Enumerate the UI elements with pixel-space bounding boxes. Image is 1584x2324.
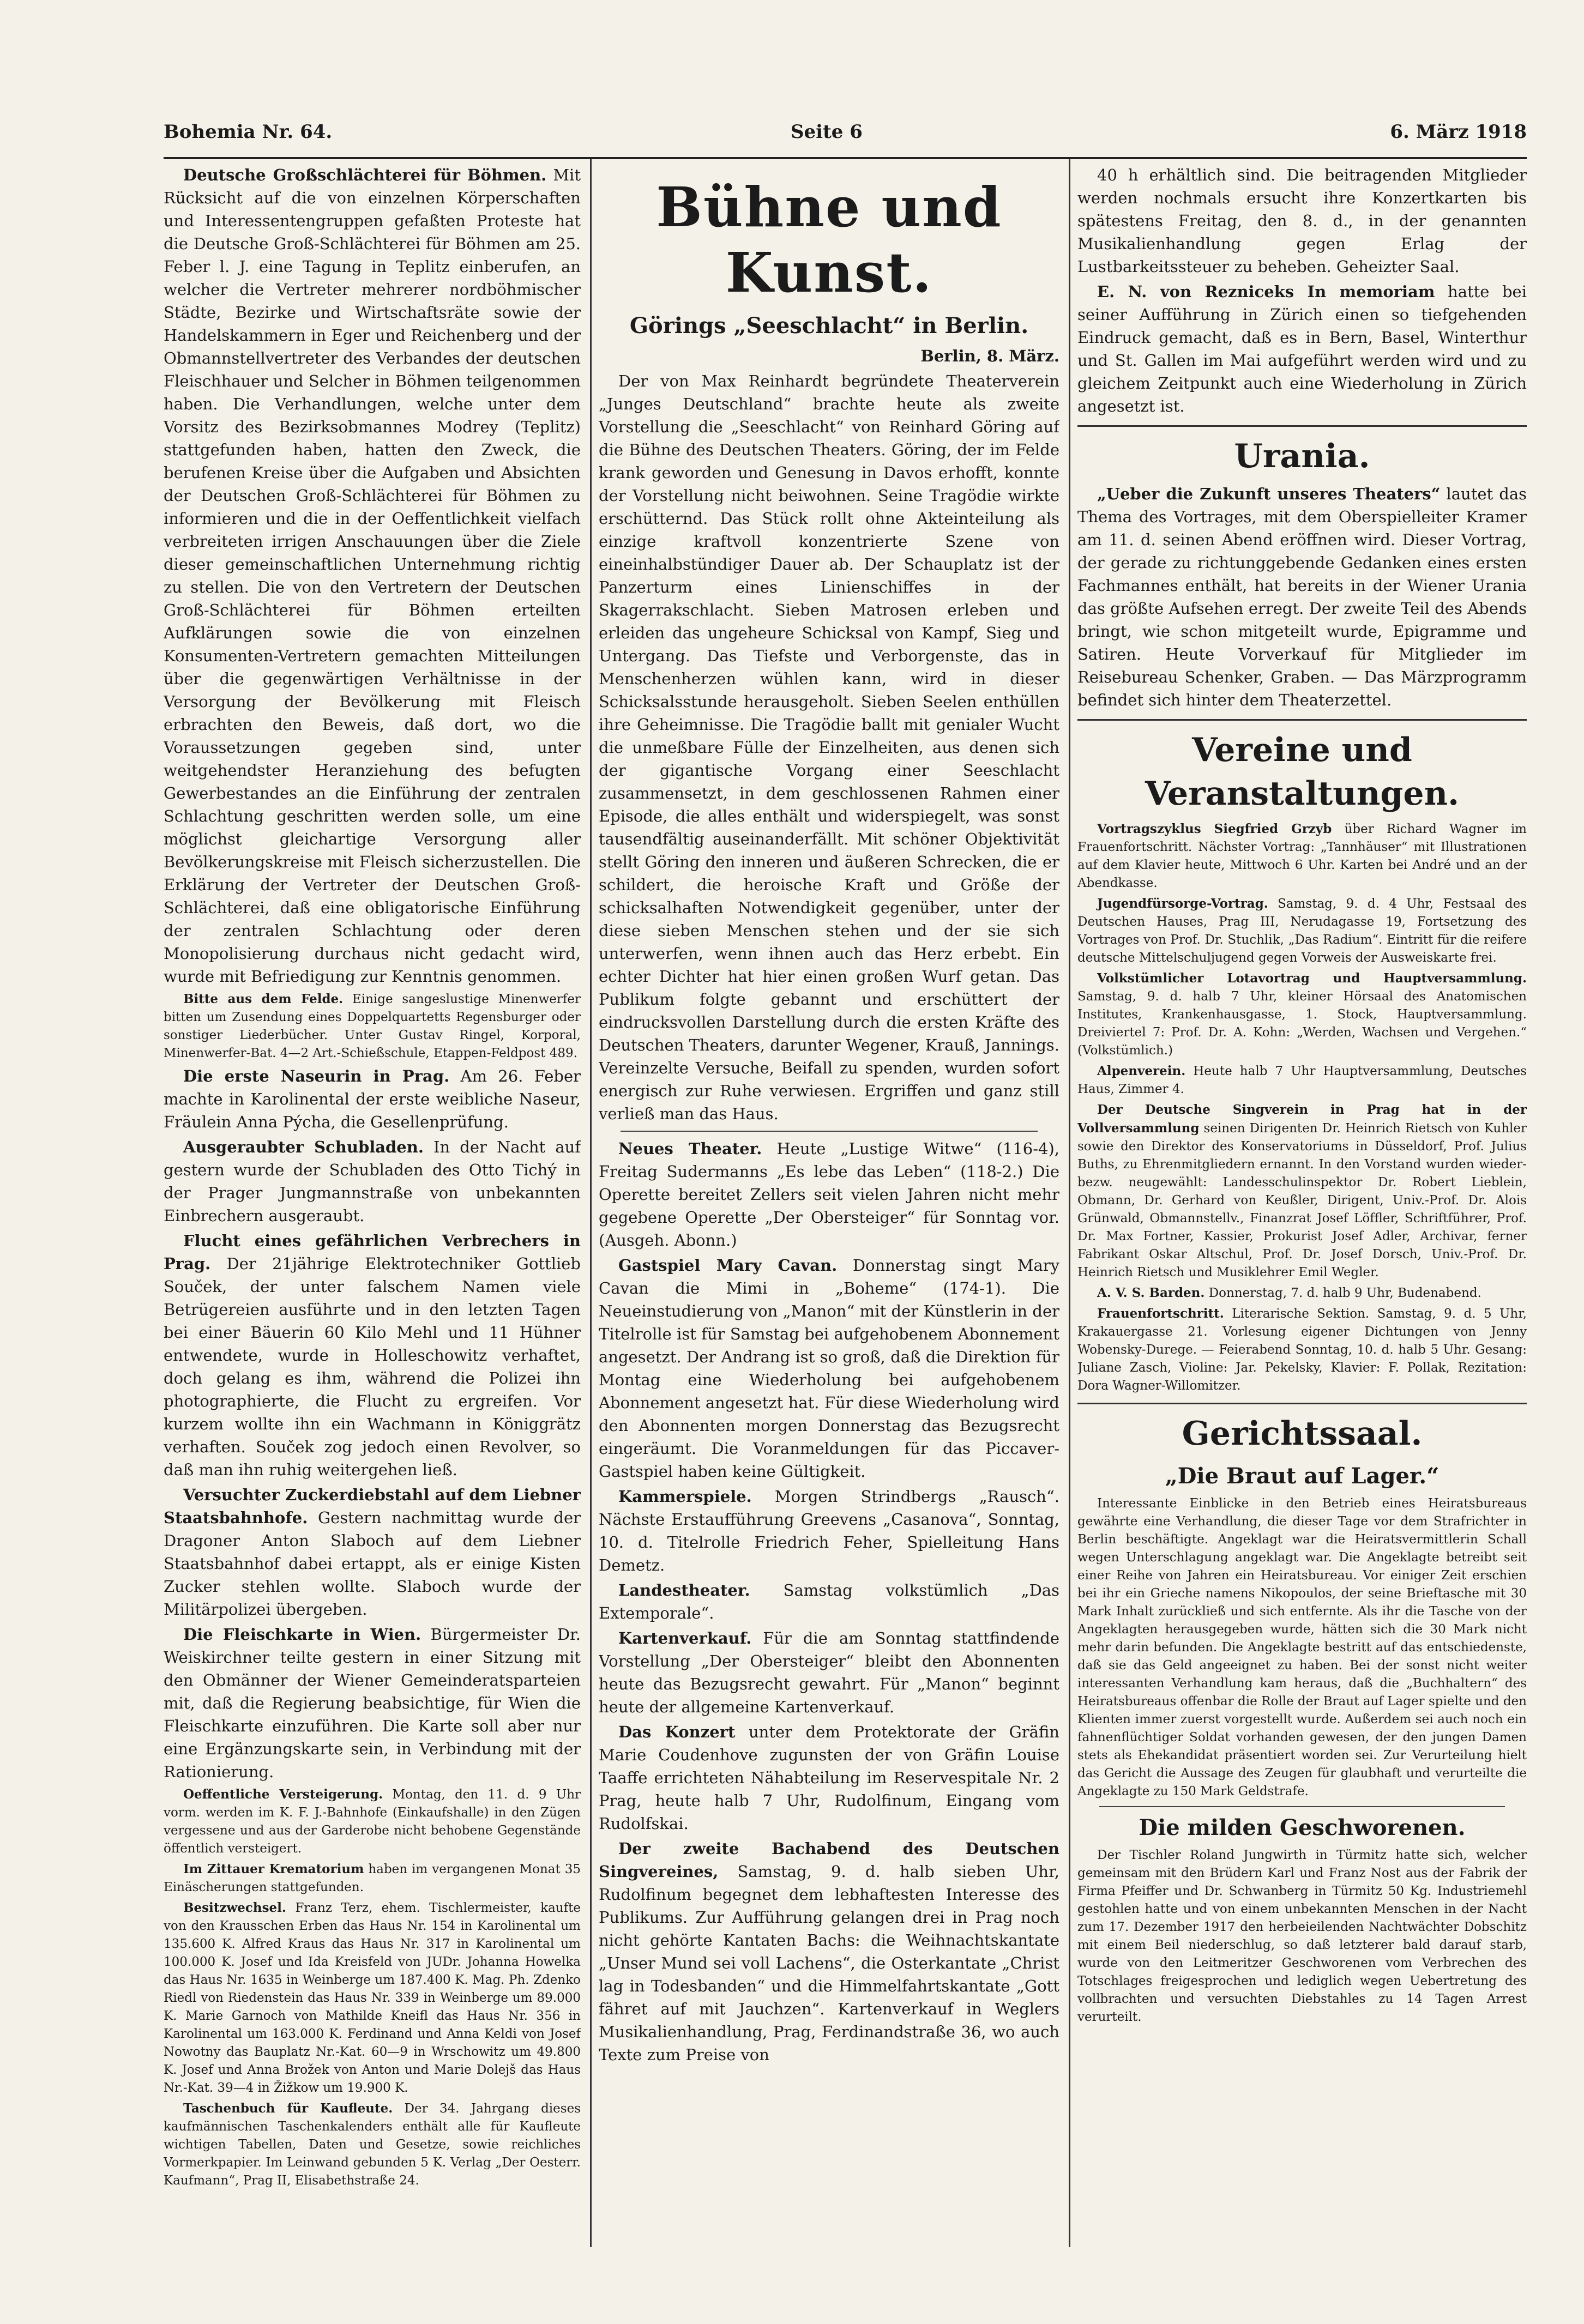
article-paragraph [164, 1785, 581, 1858]
article-paragraph [1077, 164, 1527, 278]
article-headline: Kartenverkauf. [618, 1629, 752, 1647]
article-text: Interessante Einblicke in den Betrieb eines Heiratsbureaus gewährte eine Verhandlung, die dieser Tage vor dem Strafrichter in Berlin beschäftigte. Angeklagt war die Heiratsvermittlerin Schall wegen Unterschlagung angeklagt war. Die Angeklagte betreibt seit einer Reihe von Jahren ein Heiratsbureau. Vor einiger Zeit erschien bei ihr ein Grieche namens Nikopoulos, der seine Brieftasche mit 30 Mark Inhalt zurückließ und sich entfernte. Als ihr die Tasche von der Angeklagten herausgegeben wurde, hätten sich die 30 Mark nicht mehr darin befunden. Die Angeklagte bestritt auf das entschiedenste, daß sie das Geld angeeignet zu haben. Bei der sonst nicht weiter interessanten Verhandlung kam heraus, daß die „Buchhaltern“ des Heiratsbureaus offenbar die Rolle der Braut auf Lager spielte und den Klienten immer zuerst vorgestellt wurde. Außerdem sei auch noch ein fahnenflüchtiger Soldat vorhanden gewesen, der den jungen Damen stets als Ehekandidat präsentiert worden sei. Zur Verurteilung hielt das Gericht die Aussage des Zeugen für glaubhaft und verurteilte die Angeklagte zu 150 Mark Geldstrafe. [1077, 1496, 1527, 1798]
dateline: Berlin, 8. März. [920, 347, 1059, 365]
article-headline: Im Zittauer Krematorium [183, 1862, 364, 1876]
article-text: unter dem Protektorate der Gräfin Marie Coudenhove zugunsten der von Gräfin Louise Taaffe errichteten Nähabteilung im Reservespitale Nr. 2 Prag, heute halb 7 Uhr, Rudolfinum, Eingang vom Rudolfskai. [599, 1723, 1059, 1833]
article-paragraph [164, 2099, 581, 2190]
article-text: Einige sangeslustige Minenwerfer bitten um Zusendung eines Doppelquartetts Regensburger oder sonstiger Liederbücher. Unter Gustav Ringel, Korporal, Minenwerfer-Bat. 4—2 Art.-Schießschule, Etappen-Feldpost 489. [164, 992, 581, 1060]
article-text: Samstag, 9. d. halb sieben Uhr, Rudolfinum begegnet dem lebhaftesten Interesse des Publikums. Zur Aufführung gelangen drei in Prag noch nicht gehörte Kantaten Bachs: die Weihnachtskantate „Unser Mund sei voll Lachens“, die Osterkantate „Christ lag in Todesbanden“ und die Himmelfahrtskantate „Gott fähret auf mit Jauchzen“. Kartenverkauf in Weglers Musikalienhandlung, Prag, Ferdinandstraße 36, wo auch Texte zum Preise von [599, 1862, 1059, 2064]
article-paragraph [599, 1254, 1059, 1483]
article-headline: Der zweite Bachabend des Deutschen Singvereines, [599, 1839, 1059, 1881]
section-rule [1077, 425, 1527, 427]
article-headline: „Ueber die Zukunft unseres Theaters“ [1097, 485, 1441, 503]
article-headline: Neues Theater. [618, 1139, 762, 1158]
article-headline: Das Konzert [618, 1723, 736, 1741]
article-text: Mit Rücksicht auf die von einzelnen Körperschaften und Interessentengruppen gefaßten Proteste hat die Deutsche Groß-Schlächterei für Böhmen am 25. Feber l. J. eine Tagung in Teplitz einberufen, an welcher die Vertreter mehrerer nordböhmischer Städte, Bezirke und Wirtschaftsräte sowie der Handelskammern in Eger und Reichenberg und der Obmannstellvertreter des Verbandes der deutschen Fleischhauer und Selcher in Böhmen teilgenommen haben. Die Verhandlungen, welche unter dem Vorsitz des Bezirksobmannes Modrey (Teplitz) stattgefunden haben, hatten den Zweck, die berufenen Kreise über die Aufgaben und Absichten der Deutschen Groß-Schlächterei für Böhmen zu informieren und die in der Oeffentlichkeit vielfach verbreiteten irrigen Anschauungen über die Ziele dieser gemeinschaftlichen Unternehmung richtig zu stellen. Die von den Vertretern der Deutschen Groß-Schlächterei für Böhmen erteilten Aufklärungen sowie die von einzelnen Konsumenten-Vertretern gemachten Mitteilungen über die gegenwärtigen Verhältnisse in der Versorgung der Bevölkerung mit Fleisch erbrachten den Beweis, daß dort, wo die Voraussetzungen gegeben sind, unter weitgehendster Heranziehung des befugten Gewerbestandes an die Einführung der zentralen Schlachtung geschritten werden solle, um eine möglichst gleichartige Versorgung aller Bevölkerungskreise mit Fleisch sicherzustellen. Die Erklärung der Vertreter der Deutschen Groß-Schlächterei, daß eine obligatorische Einführung der zentralen Schlachtung oder deren Monopolisierung durchaus nicht gedacht wird, wurde mit Befriedigung zur Kenntnis genommen. [164, 166, 581, 986]
header-issue: Bohemia Nr. 64. [164, 121, 333, 143]
article-headline: Alpenverein. [1097, 1064, 1186, 1078]
article-title-seeschlacht: Görings „Seeschlacht“ in Berlin. [629, 313, 1029, 339]
article-text: Bürgermeister Dr. Weiskirchner teilte gestern in einer Sitzung mit den Obmänner der Wiener Gemeinderatsparteien mit, daß die Regierung beabsichtige, für Wien die Fleischkarte einzuführen. Die Karte soll aber nur eine Ergänzungskarte sein, in Verbindung mit der Rationierung. [164, 1625, 581, 1781]
article-paragraph [599, 1485, 1059, 1577]
article-headline: Die erste Naseurin in Prag. [183, 1067, 450, 1085]
section-title-vereine: Vereine und Veranstaltungen. [1145, 731, 1460, 813]
article-text: Für die am Sonntag stattfindende Vorstellung „Der Obersteiger“ bleibt den Abonnenten heute das Bezugsrecht gewahrt. Für „Manon“ beginnt heute der allgemeine Kartenverkauf. [599, 1629, 1059, 1716]
article-paragraph [1077, 1495, 1527, 1801]
article-headline: Besitzwechsel. [183, 1900, 286, 1915]
article-text: Montag, den 11. d. 9 Uhr vorm. werden im K. F. J.-Bahnhofe (Einkaufshalle) in den Zügen vergessene und aus der Garderobe nicht behobene Gegenstände öffentlich versteigert. [164, 1788, 581, 1856]
section-rule [1099, 1806, 1505, 1807]
article-paragraph [1077, 280, 1527, 418]
header-page-number: Seite 6 [791, 121, 863, 143]
article-text: Der von Max Reinhardt begründete Theaterverein „Junges Deutschland“ brachte heute als zweite Vorstellung die „Seeschlacht“ von Reinhard Göring auf die Bühne des Deutschen Theaters. Göring, der im Felde krank geworden und Genesung in Davos erhofft, konnte der Vorstellung nicht beiwohnen. Seine Tragödie wirkte erschütternd. Das Stück rollt ohne Akteinteilung als einzige kraftvoll konzentrierte Szene von eineinhalbstündiger Dauer ab. Der Schauplatz ist der Panzerturm eines Linienschiffes in der Skagerrakschlacht. Sieben Matrosen erleben und erleiden das ungeheure Schicksal von Kampf, Sieg und Untergang. Das Tiefste und Verborgenste, das in Menschenherzen wühlen kann, wird in dieser Schicksalsstunde herausgeholt. Sieben Seelen enthüllen ihre Geheimnisse. Die Tragödie ballt mit genialer Wucht die unmeßbare Fülle der Einzelheiten, aus denen sich der gigantische Vorgang einer Seeschlacht zusammensetzt, in dem geschlossenen Rahmen einer Episode, die alles enthält und widerspiegelt, was sonst tausendfältig auseinanderfällt. Mit schöner Objektivität stellt Göring den inneren und äußeren Schrecken, die er schildert, die heroische Kraft und Größe der schicksalhaften Notwendigkeit gegenüber, unter der diese sieben Menschen stehen und der sie sich unterwerfen, wenn ihnen auch das Herz erbebt. Ein echter Dichter hat hier einen großen Wurf getan. Das Publikum folgte gebannt und erschüttert der eindrucksvollen Darstellung durch die ersten Kräfte des Deutschen Theaters, darunter Wegener, Krauß, Jannings. Vereinzelte Versuche, Beifall zu spenden, wurden sofort energisch zur Ruhe verwiesen. Ergriffen und ganz still verließ man das Haus. [599, 372, 1059, 1123]
article-headline: Kammerspiele. [618, 1487, 752, 1506]
article-headline: Vortragszyklus Siegfried Grzyb [1097, 822, 1332, 836]
column-1 [164, 164, 581, 2246]
article-paragraph [599, 1627, 1059, 1718]
article-paragraph [1077, 1101, 1527, 1282]
article-title-milden-geschworenen: Die milden Geschworenen. [1139, 1815, 1466, 1840]
article-headline: A. V. S. Barden. [1097, 1285, 1205, 1300]
article-paragraph [1077, 1305, 1527, 1395]
article-paragraph [1077, 895, 1527, 967]
article-paragraph [164, 1065, 581, 1133]
article-headline: Jugendfürsorge-Vortrag. [1097, 896, 1268, 911]
article-paragraph [1077, 1062, 1527, 1098]
article-text: Heute „Lustige Witwe“ (116-4), Freitag Sudermanns „Es lebe das Leben“ (118-2.) Die Operette bereitet Zellers seit vielen Jahren nicht mehr gegebene Operette „Der Obersteiger“ für Sonntag vor. (Ausgeh. Abonn.) [599, 1139, 1059, 1249]
section-title-urania: Urania. [1234, 437, 1370, 475]
article-paragraph [1077, 820, 1527, 892]
column-divider-2 [1069, 159, 1070, 2247]
article-paragraph [599, 1837, 1059, 2066]
column-2 [599, 164, 1059, 2246]
article-text: lautet das Thema des Vortrages, mit dem Oberspielleiter Kramer am 11. d. seinen Abend eröffnen wird. Dieser Vortrag, der gerade zu richtunggebende Gedanken eines ersten Fachmannes enthält, hat bereits in der Wiener Urania das größte Aufsehen erregt. Der zweite Teil des Abends bringt, wie schon mitgeteilt wurde, Epigramme und Satiren. Heute Vorverkauf für Mitglieder im Reisebureau Schenker, Graben. — Das Märzprogramm befindet sich hinter dem Theaterzettel. [1077, 485, 1527, 709]
article-text: Samstag volkstümlich „Das Extemporale“. [599, 1581, 1059, 1622]
article-paragraph [164, 164, 581, 988]
article-headline: Frauenfortschritt. [1097, 1306, 1224, 1321]
article-text: Heute halb 7 Uhr Hauptversammlung, Deutsches Haus, Zimmer 4. [1077, 1064, 1527, 1096]
article-text: Donnerstag singt Mary Cavan die Mimi in „Boheme“ (174-1). Die Neueinstudierung von „Manon“ mit der Künstlerin in der Titelrolle ist für Samstag bei aufgehobenem Abonnement angesetzt. Der Andrang ist so groß, daß die Direktion für Montag eine Wiederholung bei aufgehobenem Abonnement angesetzt hat. Für diese Wiederholung wird den Abonnenten morgen Donnerstag das Bezugsrecht eingeräumt. Die Voranmeldungen für das Piccaver-Gastspiel haben keine Gültigkeit. [599, 1256, 1059, 1481]
section-rule [1077, 1403, 1527, 1404]
article-headline: Die Fleischkarte in Wien. [183, 1625, 421, 1644]
article-text: Der 21jährige Elektrotechniker Gottlieb Souček, der unter falschem Namen viele Betrügereien ausführte und in den letzten Tagen bei einer Bäuerin 60 Kilo Mehl und 11 Hühner entwendete, wurde in Holleschowitz verhaftet, doch gelang es ihm, während die Polizei ihn photographierte, die Flucht zu ergreifen. Vor kurzem wollte ihn ein Wachmann in Königgrätz verhaften. Souček zog jedoch einen Revolver, so daß man ihn ruhig weitergehen ließ. [164, 1254, 581, 1479]
article-headline: Landestheater. [618, 1581, 750, 1599]
article-headline: Ausgeraubter Schubladen. [183, 1138, 424, 1156]
article-headline: E. N. von Rezniceks In memoriam [1097, 282, 1435, 301]
column-3 [1077, 164, 1527, 2246]
header-rule [164, 157, 1527, 159]
article-headline: Versuchter Zuckerdiebstahl auf dem Liebner Staatsbahnhofe. [164, 1486, 581, 1527]
article-text: über Richard Wagner im Frauenfortschritt. Nächster Vortrag: „Tannhäuser“ mit Illustrationen auf dem Klavier heute, Mittwoch 6 Uhr. Karten bei André und an der Abendkasse. [1077, 822, 1527, 890]
article-text: seinen Dirigenten Dr. Heinrich Rietsch von Kuhler sowie den Direktor des Konservatoriums in Düsseldorf, Prof. Julius Buths, zu Ehrenmitgliedern ernannt. In den Vorstand wurden wieder- bezw. neugewählt: Landesschulinspektor Dr. Robert Lieblein, Obmann, Dr. Gerhard von Keußler, Dirigent, Univ.-Prof. Dr. Alois Grünwald, Obmannstellv., Finanzrat Josef Löffler, Schriftführer, Prof. Dr. Max Fortner, Kassier, Prokurist Josef Adler, Archivar, ferner Fabrikant Oskar Altschul, Prof. Dr. Josef Dorsch, Univ.-Prof. Dr. Heinrich Rietsch und Musiklehrer Emil Wegler. [1077, 1121, 1527, 1279]
article-headline: Gastspiel Mary Cavan. [618, 1256, 838, 1275]
page-header [164, 121, 1527, 154]
article-headline: Flucht eines gefährlichen Verbrechers in Prag. [164, 1232, 581, 1273]
column-divider-1 [590, 159, 592, 2247]
article-title-braut-auf-lager: „Die Braut auf Lager.“ [1165, 1463, 1440, 1489]
section-title-gerichtssaal: Gerichtssaal. [1182, 1415, 1423, 1453]
article-text: Morgen Strindbergs „Rausch“. Nächste Erstaufführung Greevens „Casanova“, Sonntag, 10. d. Titelrolle Friedrich Feher, Spielleitung Hans Demetz. [599, 1487, 1059, 1574]
article-paragraph [164, 1623, 581, 1783]
article-text: Gestern nachmittag wurde der Dragoner Anton Slaboch auf dem Liebner Staatsbahnhof dabei ertappt, als er einige Kisten Zucker stehlen wollte. Slaboch wurde der Militärpolizei übergeben. [164, 1508, 581, 1619]
article-text: In der Nacht auf gestern wurde der Schubladen des Otto Tichý in der Prager Jungmannstraße von unbekannten Einbrechern ausgeraubt. [164, 1138, 581, 1225]
article-paragraph [1077, 1846, 1527, 2026]
section-rule [1077, 719, 1527, 721]
article-paragraph [1077, 1284, 1527, 1302]
article-headline: Bitte aus dem Felde. [183, 992, 344, 1006]
article-paragraph [164, 1483, 581, 1621]
section-title-buehne-und-kunst: Bühne und Kunst. [656, 175, 1002, 305]
article-paragraph [1077, 969, 1527, 1060]
article-text: Samstag, 9. d. halb 7 Uhr, kleiner Hörsaal des Anatomischen Institutes, Krankenhausgasse, 1. Stock, Hauptversammlung. Dreiviertel 7: Prof. Dr. A. Kohn: „Werden, Wachsen und Vergehen.“ (Volkstümlich.) [1077, 989, 1527, 1058]
article-paragraph [164, 1136, 581, 1227]
article-paragraph [164, 1229, 581, 1481]
section-rule [621, 1131, 1038, 1132]
article-text: Der Tischler Roland Jungwirth in Türmitz hatte sich, welcher gemeinsam mit den Brüdern Karl und Franz Nost aus der Fabrik der Firma Pfeiffer und Dr. Schwanberg in Türmitz 50 Kg. Industriemehl gestohlen hatte und von einem unbekannten Menschen in der Nacht zum 17. Dezember 1917 den herbeieilenden Nachtwächter Dobschitz mit einem Beil niederschlug, so daß letzterer bald darauf starb, wurde von den Leitmeritzer Geschworenen vom Verbrechen des Totschlages freigesprochen und lediglich wegen Uebertretung des vollbrachten und versuchten Diebstahles zu 14 Tagen Arrest verurteilt. [1077, 1848, 1527, 2024]
article-paragraph [599, 370, 1059, 1125]
article-paragraph [599, 1579, 1059, 1625]
article-paragraph [164, 990, 581, 1063]
article-text: Donnerstag, 7. d. halb 9 Uhr, Budenabend. [1204, 1286, 1481, 1300]
article-paragraph [599, 1137, 1059, 1252]
article-paragraph [1077, 482, 1527, 711]
article-headline: Oeffentliche Versteigerung. [183, 1787, 383, 1802]
article-text: haben im vergangenen Monat 35 Einäscherungen stattgefunden. [164, 1862, 581, 1894]
article-text: Samstag, 9. d. 4 Uhr, Festsaal des Deutschen Hauses, Prag III, Nerudagasse 19, Fortsetzung des Vortrages von Prof. Dr. Stuchlik, „Das Radium“. Eintritt für die reifere deutsche Mittelschuljugend gegen Vorweis der Ausweiskarte frei. [1077, 897, 1527, 965]
article-headline: Der Deutsche Singverein in Prag hat in der Vollversammlung [1077, 1102, 1527, 1136]
article-headline: Volkstümlicher Lotavortrag und Hauptversammlung. [1097, 971, 1527, 986]
article-text: hatte bei seiner Aufführung in Zürich einen so tiefgehenden Eindruck gemacht, daß es in Bern, Basel, Winterthur und St. Gallen im Mai aufgeführt werden wird und zu gleichem Zeitpunkt auch eine Wiederholung in Zürich angesetzt ist. [1077, 282, 1527, 415]
article-text: Literarische Sektion. Samstag, 9. d. 5 Uhr, Krakauergasse 21. Vorlesung eigener Dichtungen von Jenny Wobensky-Durege. — Feierabend Sonntag, 10. d. halb 5 Uhr. Gesang: Juliane Zasch, Violine: Jar. Pekelsky, Klavier: F. Pollak, Rezitation: Dora Wagner-Willomitzer. [1077, 1307, 1527, 1393]
article-paragraph [164, 1899, 581, 2097]
article-paragraph [599, 1721, 1059, 1835]
article-text: 40 h erhältlich sind. Die beitragenden Mitglieder werden nochmals ersucht ihre Konzertkarten bis spätestens Freitag, den 8. d., in der genannten Musikalienhandlung gegen Erlag der Lustbarkeitssteuer zu beheben. Geheizter Saal. [1077, 166, 1527, 276]
article-text: Franz Terz, ehem. Tischlermeister, kaufte von den Krausschen Erben das Haus Nr. 154 in Karolinental um 135.600 K. Alfred Kraus das Haus Nr. 317 in Karolinental um 100.000 K. Josef und Ida Kreisfeld von JUDr. Johanna Howelka das Haus Nr. 1635 in Weinberge um 187.400 K. Mag. Ph. Zdenko Riedl von Riedenstein das Haus Nr. 339 in Weinberge um 89.000 K. Marie Garnoch von Mathilde Kneifl das Haus Nr. 356 in Karolinental um 163.000 K. Ferdinand und Anna Keldi von Josef Nowotny das Bauplatz Nr.-Kat. 60—9 in Wrschowitz um 49.800 K. Josef und Anna Brožek von Anton und Marie Dolejš das Haus Nr.-Kat. 39—4 in Žižkow um 19.900 K. [164, 1901, 581, 2095]
article-headline: Taschenbuch für Kaufleute. [183, 2101, 393, 2116]
article-headline: Deutsche Großschlächterei für Böhmen. [183, 166, 547, 184]
article-text: Am 26. Feber machte in Karolinental der erste weibliche Naseur, Fräulein Anna Pýcha, die Gesellenprüfung. [164, 1067, 581, 1131]
article-text: Der 34. Jahrgang dieses kaufmännischen Taschenkalenders enthält alle für Kaufleute wichtigen Tabellen, Daten und Gesetze, sowie reichliches Vormerkpapier. Im Leinwand gebunden 5 K. Verlag „Der Oesterr. Kaufmann“, Prag II, Elisabethstraße 24. [164, 2102, 581, 2188]
header-date: 6. März 1918 [1390, 121, 1527, 143]
article-paragraph [164, 1860, 581, 1897]
